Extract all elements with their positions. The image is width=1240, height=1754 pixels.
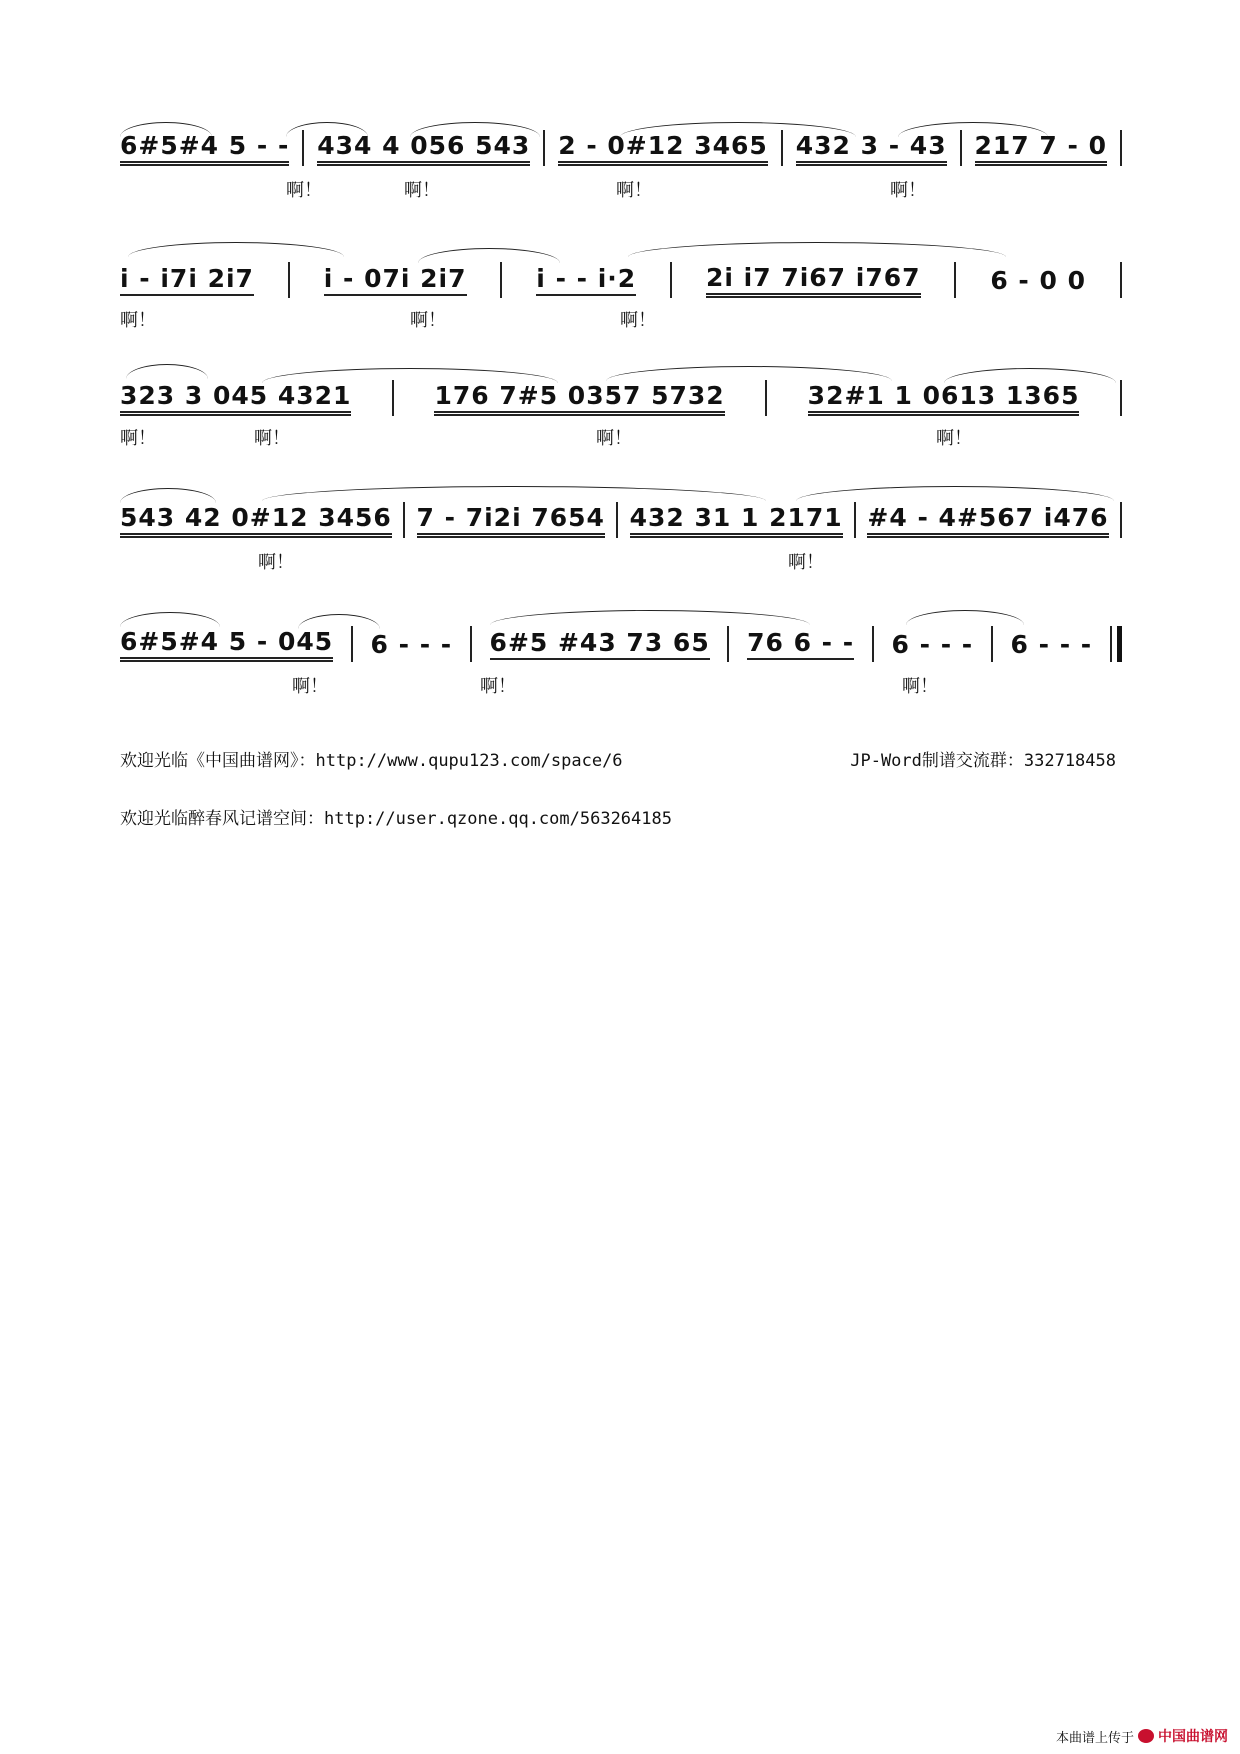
slur (490, 610, 810, 625)
slur (906, 610, 1024, 625)
measure: i - - i·2 (536, 264, 636, 296)
measure: 176 7#5 0357 5732 (434, 381, 724, 416)
measure: 543 42 0#12 3456 (120, 503, 392, 538)
slur (262, 486, 766, 501)
measure: 7 - 7i2i 7654 (417, 503, 605, 538)
measure: 6#5#4 5 - - (120, 131, 289, 166)
lyric: 啊！ (404, 180, 440, 201)
measure: 32#1 1 0613 1365 (808, 381, 1080, 416)
lyric: 啊！ (286, 180, 322, 201)
measure: 434 4 056 543 (317, 131, 530, 166)
barline (960, 130, 962, 166)
measure: 6 - 0 0 (990, 265, 1086, 295)
notation-row (120, 128, 1122, 168)
barline (616, 502, 618, 538)
stamp-label: 本曲谱上传于 (1055, 1730, 1134, 1746)
measure: 432 3 - 43 (796, 131, 947, 166)
measure: 2 - 0#12 3465 (558, 131, 768, 166)
lyric: 啊！ (410, 310, 446, 331)
notation-row (120, 378, 1122, 418)
barline (1120, 380, 1122, 416)
barline (954, 262, 956, 298)
lyric: 啊！ (480, 676, 516, 697)
barline (1120, 502, 1122, 538)
lyric: 啊！ (120, 310, 156, 331)
notation-row (120, 260, 1122, 300)
measure: 6 - - - (891, 629, 974, 659)
measure: i - 07i 2i7 (324, 264, 467, 296)
barline (872, 626, 874, 662)
barline (351, 626, 353, 662)
barline (781, 130, 783, 166)
lyric: 啊！ (788, 552, 824, 573)
barline (727, 626, 729, 662)
measure: 6 - - - (1010, 629, 1093, 659)
footer-space-link: 欢迎光临醉春风记谱空间：http://user.qzone.qq.com/563264185 (120, 809, 672, 829)
stamp-brand: 中国曲谱网 (1158, 1729, 1228, 1745)
barline (1120, 130, 1122, 166)
barline (470, 626, 472, 662)
lyric: 啊！ (616, 180, 652, 201)
measure: 432 31 1 2171 (630, 503, 843, 538)
measure: 6 - - - (370, 629, 453, 659)
upload-stamp (1056, 1726, 1228, 1746)
slur (126, 364, 208, 379)
barline (543, 130, 545, 166)
barline (670, 262, 672, 298)
final-barline (1110, 626, 1122, 662)
slur (628, 242, 1006, 257)
barline (403, 502, 405, 538)
barline (392, 380, 394, 416)
notation-row (120, 624, 1122, 664)
barline (991, 626, 993, 662)
barline (288, 262, 290, 298)
lyric: 啊！ (936, 428, 972, 449)
measure: 6#5 #43 73 65 (490, 628, 710, 660)
barline (1120, 262, 1122, 298)
lyric: 啊！ (258, 552, 294, 573)
measure: i - i7i 2i7 (120, 264, 254, 296)
slur (128, 242, 344, 257)
measure: 76 6 - - (747, 628, 854, 660)
measure: 217 7 - 0 (975, 131, 1107, 166)
barline (302, 130, 304, 166)
footer-group-info: JP-Word制谱交流群：332718458 (850, 751, 1116, 771)
lyric: 啊！ (120, 428, 156, 449)
measure: 323 3 045 4321 (120, 381, 351, 416)
barline (765, 380, 767, 416)
site-logo-icon (1138, 1729, 1154, 1743)
measure: #4 - 4#567 i476 (867, 503, 1108, 538)
measure: 6#5#4 5 - 045 (120, 627, 333, 662)
lyric: 啊！ (254, 428, 290, 449)
notation-row (120, 500, 1122, 540)
footer-site-link: 欢迎光临《中国曲谱网》：http://www.qupu123.com/space/6 (120, 751, 623, 771)
lyric: 啊！ (620, 310, 656, 331)
lyric: 啊！ (292, 676, 328, 697)
lyric: 啊！ (596, 428, 632, 449)
lyric: 啊！ (902, 676, 938, 697)
barline (500, 262, 502, 298)
lyric: 啊！ (890, 180, 926, 201)
measure: 2i i7 7i67 i767 (706, 263, 921, 298)
barline (854, 502, 856, 538)
slur (796, 486, 1114, 501)
